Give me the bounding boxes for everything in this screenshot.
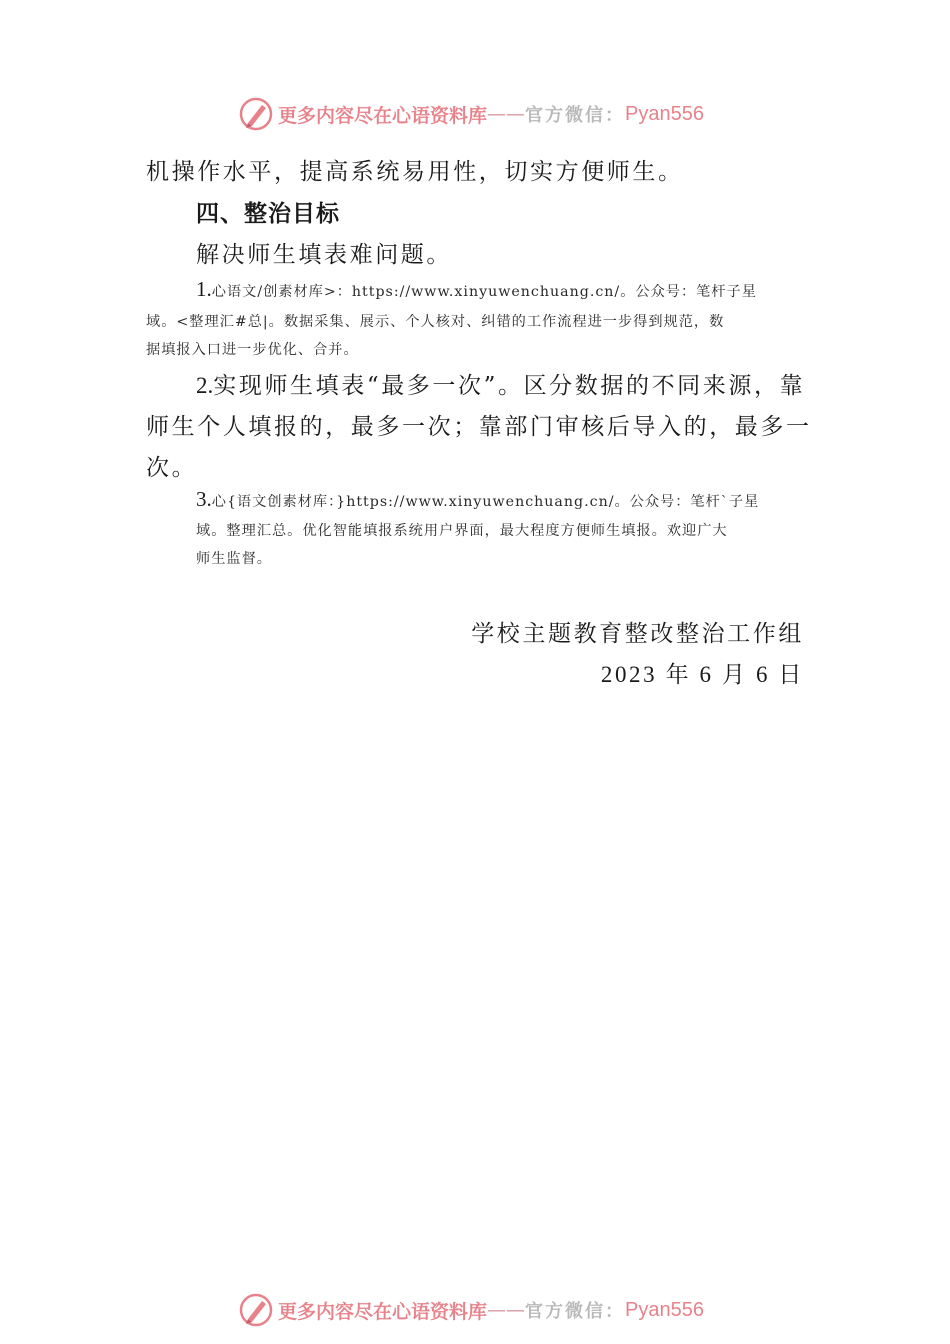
list-item-2-number: 2. xyxy=(196,373,214,398)
banner-wechat-id: Pyan556 xyxy=(625,1298,704,1321)
pen-logo-icon xyxy=(238,1292,274,1328)
banner-wechat-label: 官方微信： xyxy=(525,1301,626,1322)
list-item-1-number: 1. xyxy=(196,277,212,301)
banner-dash: —— xyxy=(487,103,526,125)
banner-wechat-label: 官方微信： xyxy=(525,105,626,126)
list-item-3-line-2: 域。整理汇总。优化智能填报系统用户界面，最大程度方便师生填报。欢迎广大 xyxy=(196,523,728,539)
list-item-1-text-1: 心语文/创素材库>：https://www.xinyuwenchuang.cn/。公众号：笔杆子星 xyxy=(211,284,757,300)
intro-paragraph: 解决师生填表难问题。 xyxy=(196,242,452,268)
list-item-1-line-1 xyxy=(196,277,757,302)
pen-logo-icon xyxy=(238,96,274,132)
banner-lead-text: 更多内容尽在心语资料库 xyxy=(278,1300,488,1323)
paragraph-continuation: 机操作水平，提高系统易用性，切实方便师生。 xyxy=(146,159,684,185)
header-banner xyxy=(238,94,704,134)
banner-wechat-id: Pyan556 xyxy=(625,102,704,125)
list-item-3-number: 3. xyxy=(196,487,212,511)
list-item-2-line-2: 师生个人填报的，最多一次；靠部门审核后导入的，最多一 xyxy=(146,414,812,440)
list-item-1-line-3: 据填报入口进一步优化、合并。 xyxy=(146,342,359,358)
signature-date: 2023 年 6 月 6 日 xyxy=(600,662,804,687)
signature-organization: 学校主题教育整改整治工作组 xyxy=(471,621,804,647)
list-item-2-line-1 xyxy=(196,367,805,400)
section-heading: 四、整治目标 xyxy=(196,201,340,227)
list-item-1-line-2: 域。<整理汇#总|。数据采集、展示、个人核对、纠错的工作流程进一步得到规范，数 xyxy=(146,314,725,330)
banner-lead-text: 更多内容尽在心语资料库 xyxy=(278,104,488,127)
list-item-3-line-1 xyxy=(196,487,759,512)
footer-banner xyxy=(238,1290,704,1330)
list-item-3-line-3: 师生监督。 xyxy=(196,551,272,567)
list-item-2-text-1: 实现师生填表“最多一次”。区分数据的不同来源，靠 xyxy=(213,373,806,399)
banner-dash: —— xyxy=(487,1299,526,1321)
list-item-3-text-1: 心{语文创素材库：}https://www.xinyuwenchuang.cn/。公众号：笔杆`子星 xyxy=(211,494,760,510)
list-item-2-line-3: 次。 xyxy=(146,455,198,481)
